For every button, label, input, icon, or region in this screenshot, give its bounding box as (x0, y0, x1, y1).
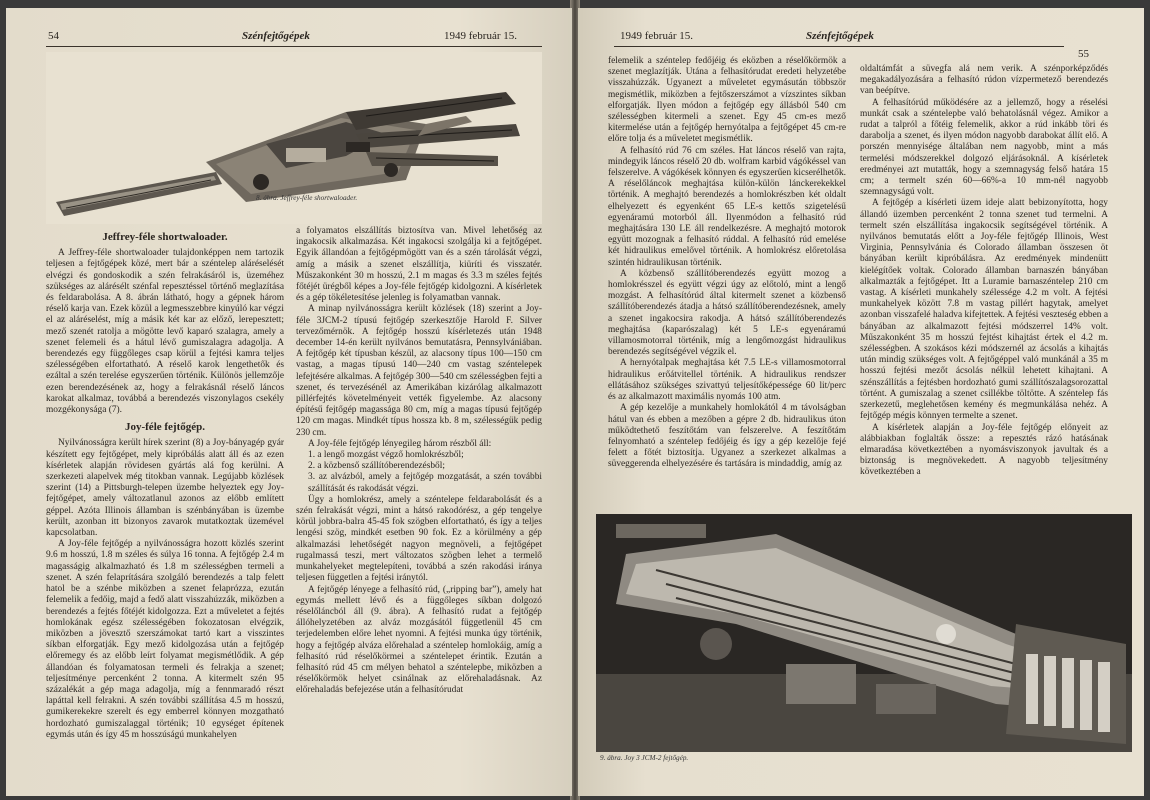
right-running-title-text: Szénfejtőgépek (806, 30, 874, 42)
right-column-2 (860, 64, 1108, 479)
left-column-1 (46, 226, 284, 741)
paragraph: A fejtőgép a kísérleti üzem ideje alatt bebizonyította, hogy állandó üzemben percenként 2 tonna szenet tud termelni. A termelt szén elszállítása ingakocsik segítségével történik. A nyilvános bemutatás előtt a Joy-féle fejtőgép Illinois, West Virginia, Pennsylvánia és Colorado államban összesen öt bányában került kipróbálásra. Az eredmények mindenütt kielégítőek voltak. Colorado államban barnaszén bányában alkalmazták a fejtőgépet. Itt a Luramie barnaszéntelep 210 cm vastag. A kísérleti munkahely szélessége 4.2 m volt. A fejtési munkahelyek között 7.8 m vastag pillért hagytak, amelyet azonban visszafelé haladva kifejtettek. A fejtési veszteség ebben a bányában az alkalmazott fejtési módszerrel 14% volt. Műszakonként 35 m hosszú fejtést kihajtást értek el 4.2 m. szélességben. A szokásos kézi módszernél az ácsolás a kihajtás után mindig szükséges volt. A fejtőgéppel való munkánál a 35 m hosszú fejtési mezőt ácsolás nélkül lehetett kihajtani. A szénszállítás a fejtésben hordozható gumi szállítószalagsorozattal történt. A gumiszalag a szenet csillékbe töltötte. A széntelep fás szerkezetű, meglehetősen kemény és megmunkálása nehéz. A fejtőgép mégis könnyen termelte a szenet. (860, 198, 1108, 422)
right-column-1 (608, 56, 846, 471)
paragraph: A felhasító rúd 76 cm széles. Hat láncos réselő van rajta, mindegyik láncos réselő 20 db. wolfram karbid vágókéssel van felszerelve. A vágókések könnyen és egyszerűen kicserélhetők. A réselőláncok meghajtása külön-külön lánckerekekkel történik. A meghajtó berendezés a homlokrészben két oldalt elhelyezett és egyenként 65 LE-s kettős szigetelésű egyenáramú motorból áll. Ilyenmódon a felhasító rúd meghajtására 130 LE áll rendelkezésre. A meghajtó motorok együtt mozognak a felhasító rúddal. A felhasító rúd emelése két hidraulikus emelővel történik. A homlokrész előretolása szintén hidraulikusan történik. (608, 145, 846, 268)
paragraph: A fejtőgép lényege a felhasító rúd, („ripping bar”), amely hat egymás mellett lévő és a függőleges síkban dolgozó réselőláncból áll (9. ábra). A felhasító rudat a fejtőgép állóhelyzetében az alváz mozgásától függetlenül 45 cm terjedelemben előre lehet nyomni. A fejtési munka úgy történik, hogy a fejtőgép alváza előrehalad a széntelep homlokáig, amíg a felhasító rúd réselőkörmei a széntelepet érintik. Ezután a felhasító rúd 45 cm mélyen behatol a széntelepbe, miközben a réselőkörmök helyet csinálnak az előrehaladásnak. Az előrehaladás befejezése után a felhasítórudat (296, 584, 542, 696)
list-item: 3. az alvázból, amely a fejtőgép mozgatását, a szén további szállítását és rakodását végzi. (308, 472, 542, 494)
left-page-number: 54 (48, 30, 59, 42)
list-item: 1. a lengő mozgást végző homlokrészből; (308, 450, 464, 461)
right-date: 1949 február 15. (620, 30, 694, 42)
paragraph: A kísérletek alapján a Joy-féle fejtőgép előnyeit az alábbiakban foglalták össze: a repesztés rázó hatásának elmaradása következtében a nyomásviszonyok javultak és a biztonság is megnövekedett. A nagyobb teljesítmény következtében a (860, 422, 1108, 478)
paragraph: A Joy-féle fejtőgép lényegileg három részből áll: (308, 438, 492, 449)
paragraph: felemelik a széntelep fedőjéig és eközben a réselőkörmök a szenet meglazítják. Utána a felhasítórudat eredeti helyzetébe visszahúzzák. Ugyanezt a műveletet egymásután többször megismétlik, miközben a fejtőszerszámot a vízszintes síkban elforgatják. Ilyen módon a fejtőgép egy állásból 540 cm szélességben kitermeli a szenet. Egy 45 cm-es mező kitermelése után a fejtőgép hernyótalpa a fejtőgépet 45 cm-re előre tolja és a műveletet megismétlik. (608, 56, 846, 145)
paragraph: A gép kezelője a munkahely homlokától 4 m távolságban hátul van és ebben a mezőben a gépre 2 db. hidraulikus úton működtethető feszítőtám van felszerelve. A feszítőtám felnyomható a széntelep fedőjéig és így a gép kezelője fejé felett a főtét biztosítja. Ugyanez a szerkezet alkalmas a süveggerenda elhelyezésére és tartására is mindaddig, amíg az (608, 403, 846, 470)
left-date: 1949 február 15. (444, 30, 518, 42)
left-running-title (242, 30, 310, 42)
paragraph: A minap nyilvánosságra került közlések (18) szerint a Joy-féle 3JCM-2 típusú fejtőgép szerkesztője Harold F. Silver tervezőmérnök. A fejtőgép hosszú kísérletezés után 1948 december 14-én került nyilvános bemutatásra, Pennsylvániában. A fejtőgép két típusban készül, az alacsony típus 100—150 cm vastag, a magas típusú 140—240 cm vastag széntelepek lefejtésére alkalmas. A fejtőgép 300—540 cm szélességben fejti a szenet, és tervezésénél az Amerikában kizárólag alkalmazott pillérfejtés követelményeit vették figyelembe. Az alacsony építésű fejtőgép magassága 80 cm, míg a magas típusú fejtőgép 120 cm magas. Mindkét típus hossza kb. 8 m, szélességük pedig 230 cm. (296, 304, 543, 438)
right-page-number: 55 (1078, 48, 1089, 60)
paragraph: a folyamatos elszállítás biztosítva van. Mivel lehetőség az ingakocsik alkalmazása. Két ingakocsi szolgálja ki a fejtőgépet. Egyik állandóan a fejtőgépmögött van és a szén tárolását végzi, amíg a másik a szenet elszállítja, kiüríti és visszatér. Műszakonként 30 m hosszú, 2.1 m magas és 3.3 m széles fejtés főtéjét ürégből képes a Joy-féle fejtőgép kidolgozni. A kísérletek és a gép tökéletesítése jelenleg is folyamatban vannak. (296, 226, 542, 304)
list-item: 2. a közbenső szállítóberendezésből; (308, 461, 445, 472)
right-running-title (806, 30, 874, 42)
figure-8-caption: 8. ábra. Jeffrey-féle shortwaloader. (256, 194, 358, 202)
left-page (6, 8, 572, 796)
paragraph: A Joy-féle fejtőgép a nyilvánosságra hozott közlés szerint 9.6 m hosszú, 1.8 m széles és súlya 16 tonna. A fejtőgép 2.4 m magasságig alkalmazható és 1.8 m szélességben termeli a szenet. A szén felaprítására szolgáló berendezés a talp felett hatol be a szénbe miközben a szenet felaprózza, ezután felemelik a fedőig, majd a fedő alatt visszahúzzák, miközben a berendezés a fejtés főtéjét kidolgozza. Ezt a műveletet a fejtés homlokának egész szélességében fokozatosan elvégzik, miközben a jövesztő szerszámokat tartó kart a visszintes síkban elforgatják. Egy mező kidolgozása után a fejtőgép előremegy és az előbb leírt folyamat megismétlődik. A gép állandóan és folyamatosan termeli és felrakja a szenet; teljesítménye percenként 2 tonna. A kitermelt szén 95 százalékát a gép maga adagolja, míg a fennmaradó részt lapáttal kell felrakni. A szén további szállítása 4.5 m hosszú, gumikerekekre szerelt és egy emberrel könnyen mozgatható hordozható gumiszalaggal történik; 10 egységet építenek egymás után és így 45 m hosszúságú munkahelyen (46, 539, 284, 740)
left-header-rule (46, 46, 542, 47)
figure-9-joy-machine (596, 514, 1132, 752)
paragraph: oldaltámfát a süvegfa alá nem verik. A szénporképződés megakadályozására a felhasító rúdon vízpermetező berendezés van beépítve. (860, 64, 1108, 97)
left-column-2 (296, 226, 542, 697)
joy-machine-illustration (596, 514, 1132, 752)
right-page (578, 8, 1144, 796)
heading-jeffrey: Jeffrey-féle shortwaloader. (102, 231, 228, 243)
heading-joy: Joy-féle fejtőgép. (124, 421, 206, 434)
paragraph: A hernyótalpak meghajtása két 7.5 LE-s villamosmotorral hidraulikus erőátvitellel történik. A hidraulikus rendszer ellátásához szükséges szivattyú teljesítőképessége 60 lit/perc és az alkalmazott maximális nyomás 100 atm. (608, 358, 846, 403)
right-header-rule (614, 46, 1064, 47)
paragraph: A közbenső szállítóberendezés együtt mozog a homlokrésszel és együtt végzi úgy az előtoló, mint a lengő mozgást. A felhasítórúd által kitermelt szenet a közbenső szállítóberendezés átadja a hátsó szállítóberendezésnek, amely a szenet ingakocsira rakodja. A hátsó szállítóberendezés meghajtása (kaparószalag) két 5 LE-s egyenáramú villamosmotorral történik, míg a lengőmozgást hidraulikus berendezés segítségével végzik el. (608, 268, 846, 358)
figure-9-caption: 9. ábra. Joy 3 JCM-2 fejtőgép. (600, 754, 689, 762)
left-running-title-text: Szénfejtőgépek (242, 30, 310, 42)
paragraph: Ügy a homlokrész, amely a széntelepe feldarabolását és a szén felrakását végzi, mint a hátsó rakodórész, a gép tengelye körül jobbra-balra 45-45 fok szögben elfortatható, és így a teljes lengési szög, mindkét esetben 90 fok. Ez a körülmény a gép alkalmazási lehetőségét nagyon megnöveli, a fejtőgépet rugalmassá teszi, mert változatos szögben lehet a termelő munkahelyeket megtelepíteni, továbbá a szén rakodási iránya teljesen független a fejtési iránytól. (296, 494, 542, 584)
paragraph: Nyilvánosságra került hírek szerint (8) a Joy-bányagép gyár készített egy fejtőgépet, mely kipróbálás alatt áll és az ezen kísérletek alapján rövidesen gyártás alá fog kerülni. A szerkezeti alapelvek még titokban vannak. Legújabb közlések szerint (14) a Pittsburgh-telepen üzembe helyeztek egy Joy-fejtőgépet, amely változatlanul azonos az előbb említett géppel. Azóta Illinois államban is szénbányában is üzembe került, azonban itt bizonyos zavarok mutatkoztak üzemével kapcsolatban. (46, 438, 284, 539)
paragraph: A felhasítórúd működésére az a jellemző, hogy a réselési munkát csak a széntelepbe való behatolásnál végez. Amikor a rudat a talpról a főtéig felemelik, akkor a rúd inkább töri és darabolja a szenet, és ilyen módon nagyobb darabokat állít elő. A porszén mennyisége általában nem nagyobb, mint a más termelési módszerekkel dolgozó eljárásoknál. A kísérletek eredményei azt mutatták, hogy a szemnagyság felső határa 15 cm; a termelt szén 60—66%-a 10 mm-nél nagyobb szemnagyságú volt. (860, 97, 1108, 198)
paragraph: A Jeffrey-féle shortwaloader tulajdonképpen nem tartozik teljesen a fejtőgépek közé, mert bár a széntelep aláréselését elvégzi és gondoskodik a szén felrakásáról is, üzeméhez szükséges az alárésélt szénfal repesztéssel történő meglazítása és feldarabolása. A 8. ábrán látható, hogy a gépnek három réselő karja van. Ezek közül a legmesszebbre kinyúló kar végzi el az aláréselést, míg a másik két kar az előző, lerepesztett; mező szenét ratolja a mögötte levő kaparó szalagra, amely a szenet felemeli és a hátul lévő gumiszalagra adagolja. A berendezés egy függőleges csap körül a fejtési kamra teljes szélességében elfortatható. A réselő karok lengethetők és ezáltal a szén terelése egyszerűen történik. Különös jellemzője ezen berendezésének az, hogy a felrakásnál réselő láncos karokat alkalmaz, továbbá a berendezés viszonylagos csekély mozgékonysága (7). (46, 248, 284, 416)
